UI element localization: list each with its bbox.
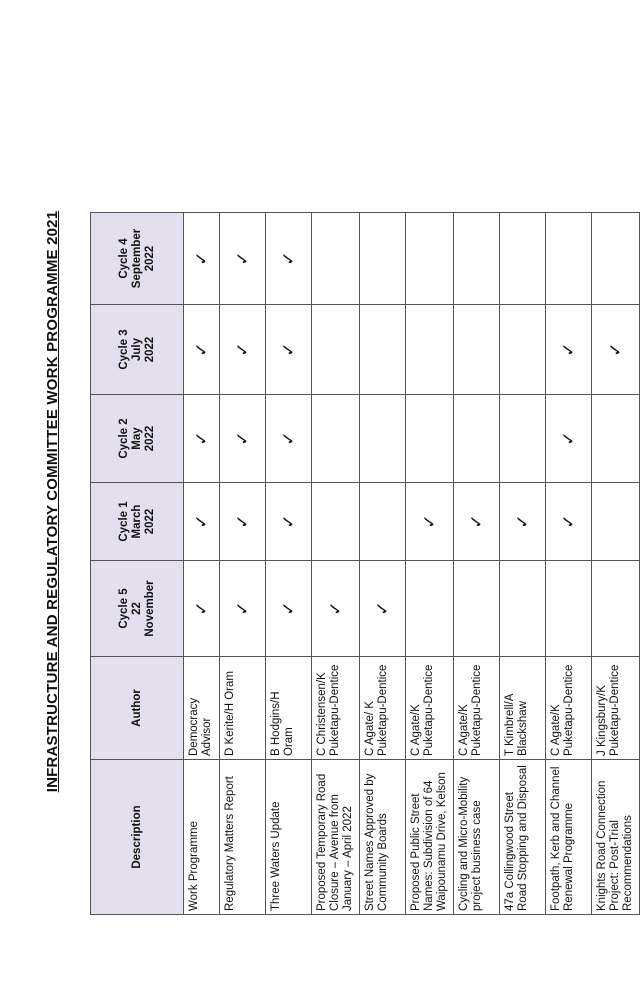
work-programme-table: [90, 212, 640, 915]
empty-cell: [406, 561, 454, 657]
row-description: Proposed Temporary Road Closure – Avenue from January – April 2022: [312, 760, 360, 915]
table-row: [500, 213, 546, 915]
table-row: [592, 213, 640, 915]
table-row: [266, 213, 312, 915]
table-row: [184, 213, 220, 915]
row-author: Democracy Advisor: [184, 657, 220, 760]
table-row: [406, 213, 454, 915]
checkmark-icon: ✓: [184, 561, 220, 657]
checkmark-icon: ✓: [266, 305, 312, 395]
checkmark-icon: ✓: [184, 305, 220, 395]
empty-cell: [454, 305, 500, 395]
row-description: Work Programme: [184, 760, 220, 915]
empty-cell: [454, 561, 500, 657]
row-description: Knights Road Connection Project: Post-Trial Recommendations: [592, 760, 640, 915]
checkmark-icon: ✓: [220, 483, 266, 561]
empty-cell: [360, 305, 406, 395]
checkmark-icon: ✓: [220, 395, 266, 483]
checkmark-icon: ✓: [184, 213, 220, 305]
empty-cell: [312, 395, 360, 483]
header-cycle: Cycle 4 September 2022: [91, 213, 184, 305]
empty-cell: [454, 213, 500, 305]
empty-cell: [592, 213, 640, 305]
table-row: [220, 213, 266, 915]
empty-cell: [546, 561, 592, 657]
row-author: C Agate/ K Puketapu-Dentice: [360, 657, 406, 760]
table-row: [360, 213, 406, 915]
row-author: C Agate/K Puketapu-Dentice: [454, 657, 500, 760]
checkmark-icon: ✓: [360, 561, 406, 657]
empty-cell: [546, 213, 592, 305]
row-description: 47a Collingwood Street Road Stopping and Disposal: [500, 760, 546, 915]
checkmark-icon: ✓: [266, 395, 312, 483]
table-row: [312, 213, 360, 915]
empty-cell: [312, 305, 360, 395]
empty-cell: [360, 483, 406, 561]
header-description: Description: [91, 760, 184, 915]
row-author: C Christensen/K Puketapu-Dentice: [312, 657, 360, 760]
table-row: [454, 213, 500, 915]
empty-cell: [592, 395, 640, 483]
table-body: [184, 213, 640, 915]
empty-cell: [360, 213, 406, 305]
header-cycle: Cycle 2 May 2022: [91, 395, 184, 483]
row-author: J Kingsbury/K Puketapu-Dentice: [592, 657, 640, 760]
empty-cell: [406, 305, 454, 395]
row-description: Cycling and Micro-Mobility project business case: [454, 760, 500, 915]
empty-cell: [500, 213, 546, 305]
page-title: INFRASTRUCTURE AND REGULATORY COMMITTEE WORK PROGRAMME 2021: [44, 210, 61, 793]
row-author: B Hodgins/H Oram: [266, 657, 312, 760]
checkmark-icon: ✓: [266, 561, 312, 657]
row-description: Three Waters Update: [266, 760, 312, 915]
empty-cell: [406, 395, 454, 483]
header-author: Author: [91, 657, 184, 760]
row-description: Proposed Public Street Names: Subdivision of 64 Waipounamu Drive, Kelson: [406, 760, 454, 915]
checkmark-icon: ✓: [266, 483, 312, 561]
row-description: Regulatory Matters Report: [220, 760, 266, 915]
row-author: C Agate/K Puketapu-Dentice: [406, 657, 454, 760]
header-row: [91, 213, 184, 915]
checkmark-icon: ✓: [546, 305, 592, 395]
checkmark-icon: ✓: [406, 483, 454, 561]
empty-cell: [360, 395, 406, 483]
row-description: Footpath, Kerb and Channel Renewal Programme: [546, 760, 592, 915]
empty-cell: [312, 213, 360, 305]
checkmark-icon: ✓: [312, 561, 360, 657]
empty-cell: [454, 395, 500, 483]
empty-cell: [592, 483, 640, 561]
checkmark-icon: ✓: [220, 305, 266, 395]
header-cycle: Cycle 3 July 2022: [91, 305, 184, 395]
empty-cell: [500, 561, 546, 657]
checkmark-icon: ✓: [266, 213, 312, 305]
empty-cell: [592, 561, 640, 657]
empty-cell: [312, 483, 360, 561]
empty-cell: [406, 213, 454, 305]
checkmark-icon: ✓: [220, 213, 266, 305]
checkmark-icon: ✓: [220, 561, 266, 657]
table-row: [546, 213, 592, 915]
row-description: Street Names Approved by Community Boards: [360, 760, 406, 915]
row-author: C Agate/K Puketapu-Dentice: [546, 657, 592, 760]
checkmark-icon: ✓: [500, 483, 546, 561]
header-cycle: Cycle 5 22 November: [91, 561, 184, 657]
checkmark-icon: ✓: [592, 305, 640, 395]
checkmark-icon: ✓: [184, 395, 220, 483]
empty-cell: [500, 395, 546, 483]
header-cycle: Cycle 1 March 2022: [91, 483, 184, 561]
empty-cell: [500, 305, 546, 395]
row-author: D Kerite/H Oram: [220, 657, 266, 760]
checkmark-icon: ✓: [454, 483, 500, 561]
checkmark-icon: ✓: [546, 483, 592, 561]
row-author: T Kimbrell/A Blackshaw: [500, 657, 546, 760]
checkmark-icon: ✓: [184, 483, 220, 561]
checkmark-icon: ✓: [546, 395, 592, 483]
